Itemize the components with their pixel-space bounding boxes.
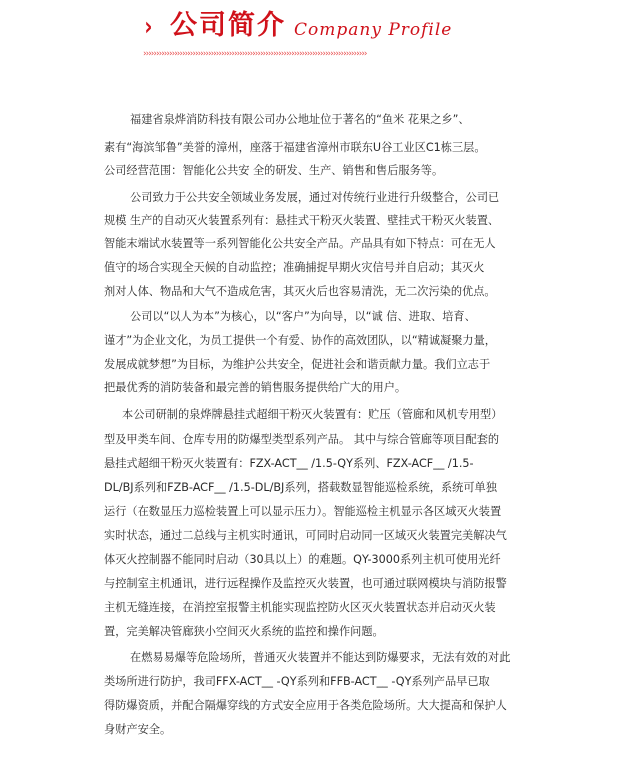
paragraph-4-line-2: 型及甲类车间、仓库专用的防爆型类型系列产品。 其中与综合管廊等项目配套的 (104, 433, 500, 446)
paragraph-2-line-3: 智能末端试水装置等一系列智能化公共安全产品。产品具有如下特点：可在无人 (104, 237, 496, 250)
paragraph-3-line-4: 把最优秀的消防装备和最完善的销售服务提供给广大的用户。 (104, 381, 407, 394)
paragraph-5-line-1: 在燃易易爆等危险场所，普通灭火装置并不能达到防爆要求，无法有效的对此 (130, 651, 511, 664)
paragraph-4-line-4: DL/BJ系列和FZB-ACF__ /1.5-DL/BJ系列，搭载数显智能巡检系统，系统可单独 (104, 481, 497, 494)
paragraph-4-line-9: 主机无缝连接，在消控室报警主机能实现监控防火区灭火装置状态并启动灭火装 (104, 601, 496, 614)
paragraph-5-line-2: 类场所进行防护，我司FFX-ACT__ -QY系列和FFB-ACT__ -QY系列产品早已取 (104, 675, 490, 688)
paragraph-3-line-3: 发展成就梦想”为目标，为维护公共安全，促进社会和谐贡献力量。我们立志于 (104, 358, 491, 371)
page-subtitle: Company Profile (294, 20, 453, 40)
paragraph-2-line-5: 剂对人体、物品和大气不造成危害，其灭火后也容易清洗，无二次污染的优点。 (104, 285, 496, 298)
paragraph-4-line-5: 运行（在数显压力巡检装置上可以显示压力）。智能巡检主机显示各区域灭火装置 (104, 505, 502, 518)
paragraph-4-line-8: 与控制室主机通讯，进行远程操作及监控灭火装置，也可通过联网模块与消防报警 (104, 577, 507, 590)
paragraph-3-line-1: 公司以“以人为本”为核心，以“客户”为向导，以“诚 信、进取、培育、 (130, 310, 476, 323)
paragraph-1-line-3: 公司经营范围：智能化公共安 全的研发、生产、销售和售后服务等。 (104, 164, 444, 177)
section-header (0, 0, 621, 62)
paragraph-4-line-10: 置，完美解决管廊狭小空间灭火系统的监控和操作问题。 (104, 625, 384, 638)
paragraph-4-line-1: 本公司研制的泉烨牌悬挂式超细干粉灭火装置有：贮压（管廊和风机专用型） (122, 408, 503, 421)
paragraph-4-line-3: 悬挂式超细干粉灭火装置有：FZX-ACT__ /1.5-QY系列、FZX-ACF__ /1.5- (104, 457, 474, 470)
paragraph-4-line-7: 体灭火控制器不能同时启动（30具以上）的难题。QY-3000系列主机可使用光纤 (104, 553, 501, 566)
paragraph-2-line-4: 值守的场合实现全天候的自动监控；准确捕捉早期火灾信号并自启动；其灭火 (104, 261, 485, 274)
paragraph-1-line-1: 福建省泉烨消防科技有限公司办公地址位于著名的“鱼米 花果之乡”、 (130, 113, 470, 126)
page-title: 公司简介 (170, 10, 286, 41)
paragraph-3-line-2: 谨才”为企业文化，为员工提供一个有爱、协作的高效团队，以“精诚凝聚力量， (104, 334, 496, 347)
paragraph-5-line-3: 得防爆资质，并配合隔爆穿线的方式安全应用于各类危险场所。大大提高和保护人 (104, 699, 507, 712)
paragraph-5-line-4: 身财产安全。 (104, 723, 172, 736)
paragraph-2-line-2: 规模 生产的自动灭火装置系列有：悬挂式干粉灭火装置、壁挂式干粉灭火装置、 (104, 214, 500, 227)
paragraph-1-line-2: 素有“海滨邹鲁”美誉的漳州，座落于福建省漳州市联东U谷工业区C1栋三层。 (104, 141, 486, 154)
paragraph-4-line-6: 实时状态，通过二总线与主机实时通讯，可同时启动同一区域灭火装置完美解决气 (104, 529, 507, 542)
paragraph-2-line-1: 公司致力于公共安全领域业务发展，通过对传统行业进行升级整合，公司已 (130, 191, 500, 204)
dotted-divider: ›››››››››››››››››››››››››››››››››››››››››››››››››››››››››››››››››››››››››››››››››››››› (143, 50, 367, 58)
chevron-right-icon: › (144, 12, 153, 42)
